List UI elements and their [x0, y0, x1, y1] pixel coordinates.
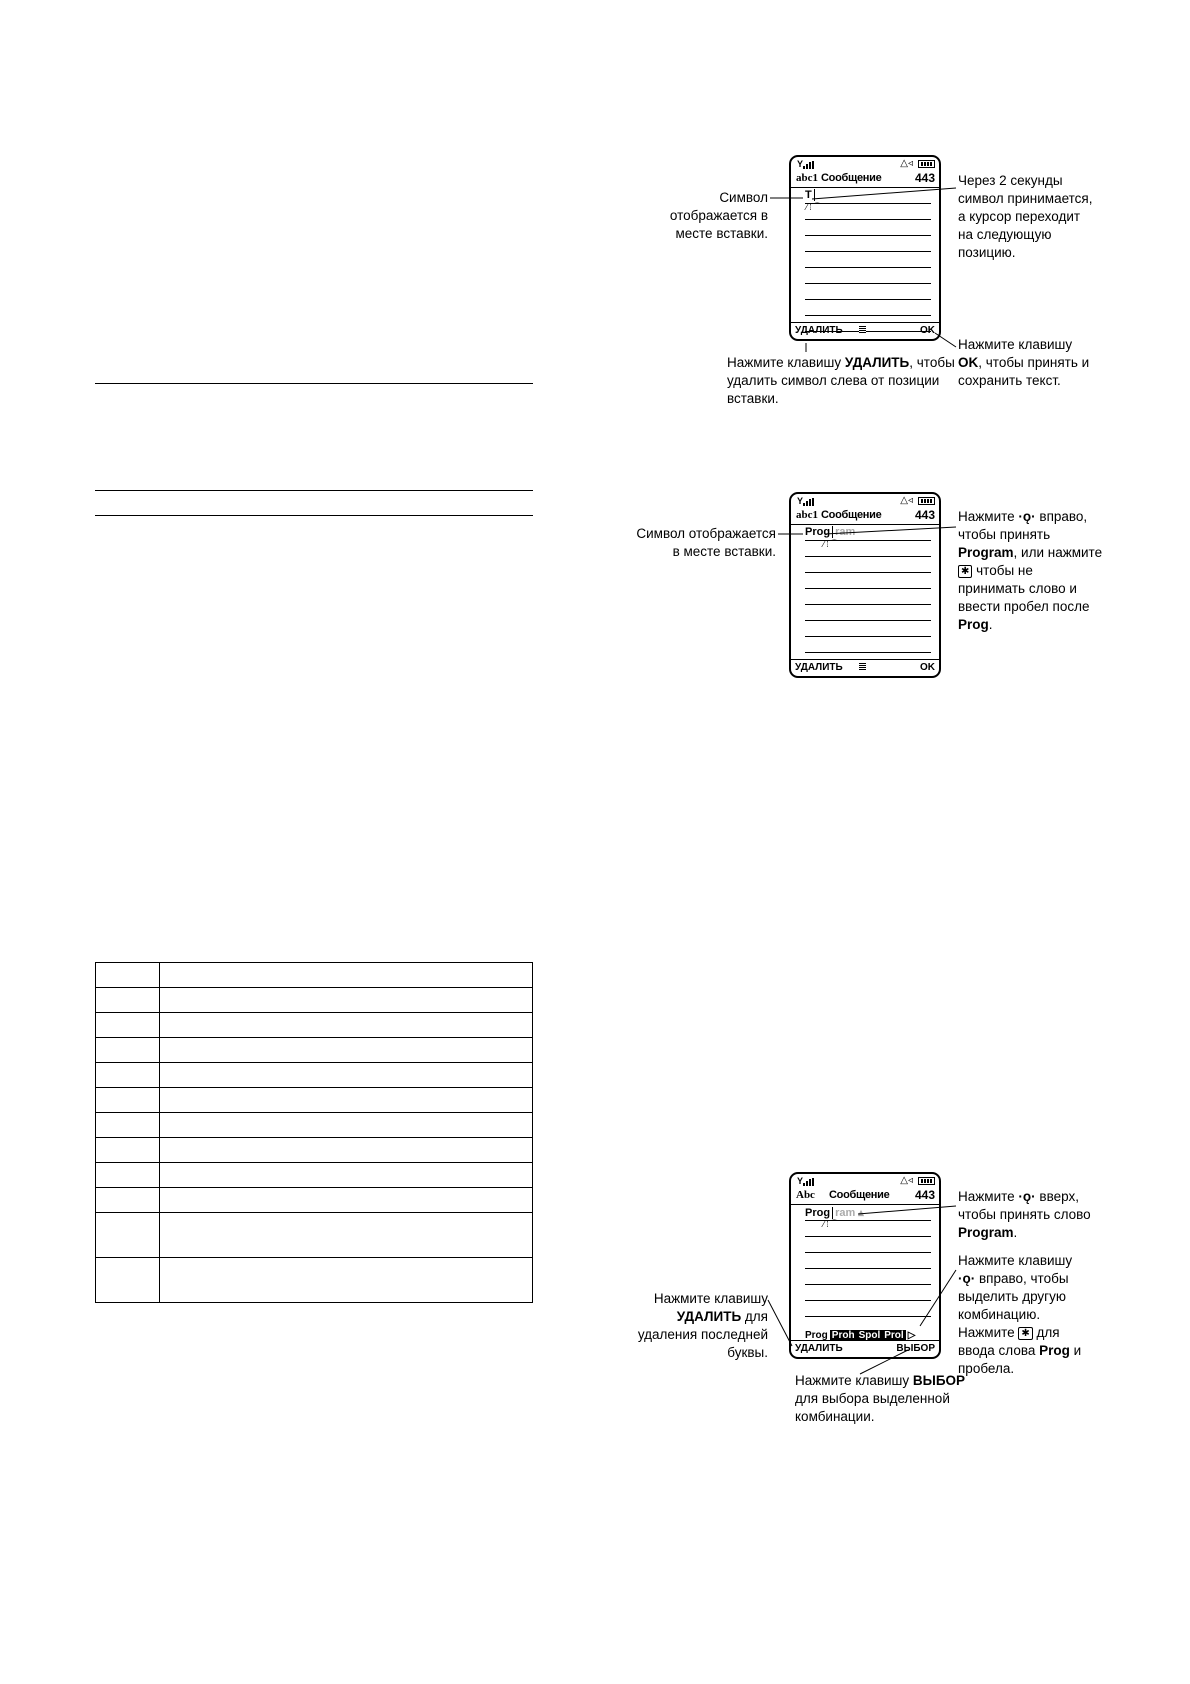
softkey-delete[interactable]: УДАЛИТЬ [795, 662, 843, 673]
signal-strength-icon: Y [797, 159, 814, 169]
signal-strength-icon: Y [797, 496, 814, 506]
char-counter: 443 [914, 171, 935, 185]
annotation-select-key: Нажмите клавишу ВЫБОР для выбора выделенной комбинации. [795, 1373, 966, 1424]
annotation-ok-key: Нажмите клавишу OK, чтобы принять и сохранить текст. [958, 337, 1090, 388]
choice-item[interactable]: Spol [858, 1330, 881, 1341]
screen-title: Сообщение [829, 1189, 890, 1201]
cursor-blink-icon: ⁄ ⁞ ⁀ [806, 203, 821, 212]
softkey-ok[interactable]: OK [920, 325, 935, 336]
suggested-completion: ram [835, 526, 856, 538]
navigation-key-icon: ·ǫ· [1018, 509, 1036, 524]
ring-volume-icon: △◃ [900, 495, 913, 506]
screen-title: Сообщение [821, 509, 882, 521]
annotation-accept-word: Нажмите ·ǫ· вправо, чтобы принять Program, или нажмите ✱ чтобы не принимать слово и ввести пробел после Prog. [958, 509, 1103, 632]
up-arrow-icon: ▴ [855, 1207, 864, 1219]
cursor-blink-icon: ⁄ ⁞ ⁀ [823, 540, 838, 549]
input-mode-indicator: abc1 [796, 509, 818, 521]
more-choices-arrow-icon[interactable]: ▷ [907, 1330, 916, 1341]
choice-item[interactable]: Prol [884, 1330, 904, 1341]
softkey-delete[interactable]: УДАЛИТЬ [795, 325, 843, 336]
choice-item[interactable]: Prog [805, 1330, 828, 1341]
suggested-completion: ram [835, 1207, 856, 1219]
navigation-key-icon: ·ǫ· [1018, 1189, 1036, 1204]
softkey-delete[interactable]: УДАЛИТЬ [795, 1343, 843, 1354]
typed-text: Prog [805, 526, 831, 538]
annotation-symbol-insert-2: Символ отображается в месте вставки. [636, 526, 776, 559]
typed-text: T [805, 189, 812, 201]
ring-volume-icon: △◃ [900, 1175, 913, 1186]
choice-item-selected[interactable]: Proh [831, 1330, 855, 1341]
annotation-delete-key: Нажмите клавишу УДАЛИТЬ, чтобы удалить символ слева от позиции вставки. [727, 355, 955, 406]
annotation-accept-up: Нажмите ·ǫ· вверх, чтобы принять слово Program. [958, 1189, 1091, 1240]
signal-strength-icon: Y [797, 1176, 814, 1186]
char-counter: 443 [914, 1188, 935, 1202]
navigation-key-icon: ·ǫ· [958, 1271, 976, 1286]
screen-title: Сообщение [821, 172, 882, 184]
input-mode-indicator: Abc [796, 1189, 815, 1201]
cursor-blink-icon: ⁄ ⁞ ⁀ [823, 1220, 838, 1229]
annotation-symbol-insert: Символ отображается в месте вставки. [669, 190, 768, 241]
softkey-select[interactable]: ВЫБОР [896, 1343, 935, 1354]
annotation-select-combination: Нажмите клавишу ·ǫ· вправо, чтобы выделить другую комбинацию. Нажмите ✱ для ввода слова Prog и пробела. [958, 1253, 1082, 1376]
annotation-accept-timeout: Через 2 секунды символ принимается, а курсор переходит на следующую позицию. [958, 173, 1093, 260]
star-key-icon: ✱ [958, 565, 972, 578]
char-counter: 443 [914, 508, 935, 522]
typed-text: Prog [805, 1207, 831, 1219]
ring-volume-icon: △◃ [900, 158, 913, 169]
star-key-icon: ✱ [1018, 1327, 1032, 1340]
softkey-ok[interactable]: OK [920, 662, 935, 673]
input-mode-indicator: abc1 [796, 172, 818, 184]
annotation-delete-last-letter: Нажмите клавишу УДАЛИТЬ для удаления последней буквы. [637, 1291, 768, 1360]
